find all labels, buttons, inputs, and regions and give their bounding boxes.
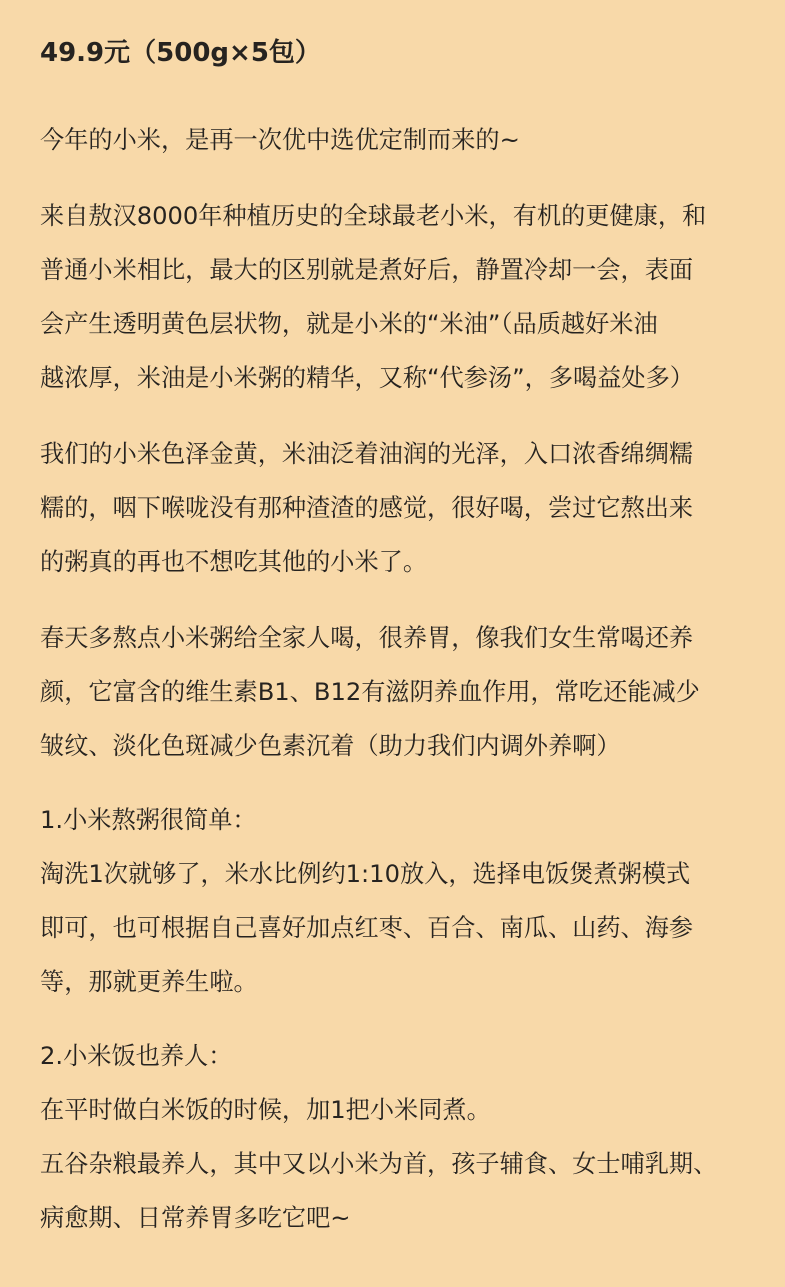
text-line: 春天多熬点小米粥给全家人喝，很养胃，像我们女生常喝还养 xyxy=(40,624,694,652)
text-line: 今年的小米，是再一次优中选优定制而来的~ xyxy=(40,126,520,154)
text-line: 糯的，咽下喉咙没有那种渣渣的感觉，很好喝，尝过它熬出来 xyxy=(40,494,694,522)
text-line: 皱纹、淡化色斑减少色素沉着（助力我们内调外养啊） xyxy=(40,732,621,760)
text-line: 越浓厚，米油是小米粥的精华，又称“代参汤”，多喝益处多） xyxy=(40,364,694,392)
health-benefit-paragraph xyxy=(40,611,785,773)
text-line: 淘洗1次就够了，米水比例约1:10放入，选择电饭煲煮粥模式 xyxy=(40,860,691,888)
porridge-tip-paragraph xyxy=(40,793,785,1009)
tip-heading: 2.小米饭也养人： xyxy=(40,1042,233,1070)
tip-heading: 1.小米熬粥很简单： xyxy=(40,806,257,834)
text-line: 即可，也可根据自己喜好加点红枣、百合、南瓜、山药、海参 xyxy=(40,914,694,942)
text-line: 病愈期、日常养胃多吃它吧~ xyxy=(40,1204,351,1232)
text-line: 我们的小米色泽金黄，米油泛着油润的光泽，入口浓香绵绸糯 xyxy=(40,440,694,468)
origin-paragraph xyxy=(40,189,785,405)
text-line: 五谷杂粮最养人，其中又以小米为首，孩子辅食、女士哺乳期、 xyxy=(40,1150,718,1178)
text-line: 普通小米相比，最大的区别就是煮好后，静置冷却一会，表面 xyxy=(40,256,694,284)
text-line: 来自敖汉8000年种植历史的全球最老小米，有机的更健康，和 xyxy=(40,202,707,230)
intro-paragraph xyxy=(40,113,785,167)
price-line: 49.9元（500g×5包） xyxy=(40,38,321,68)
text-line: 等，那就更养生啦。 xyxy=(40,968,258,996)
text-line: 颜，它富含的维生素B1、B12有滋阴养血作用，常吃还能减少 xyxy=(40,678,700,706)
text-line: 的粥真的再也不想吃其他的小米了。 xyxy=(40,548,428,576)
text-line: 在平时做白米饭的时候，加1把小米同煮。 xyxy=(40,1096,491,1124)
color-taste-paragraph xyxy=(40,427,785,589)
text-line: 会产生透明黄色层状物，就是小米的“米油”（品质越好米油 xyxy=(40,310,658,338)
rice-tip-paragraph xyxy=(40,1029,785,1245)
